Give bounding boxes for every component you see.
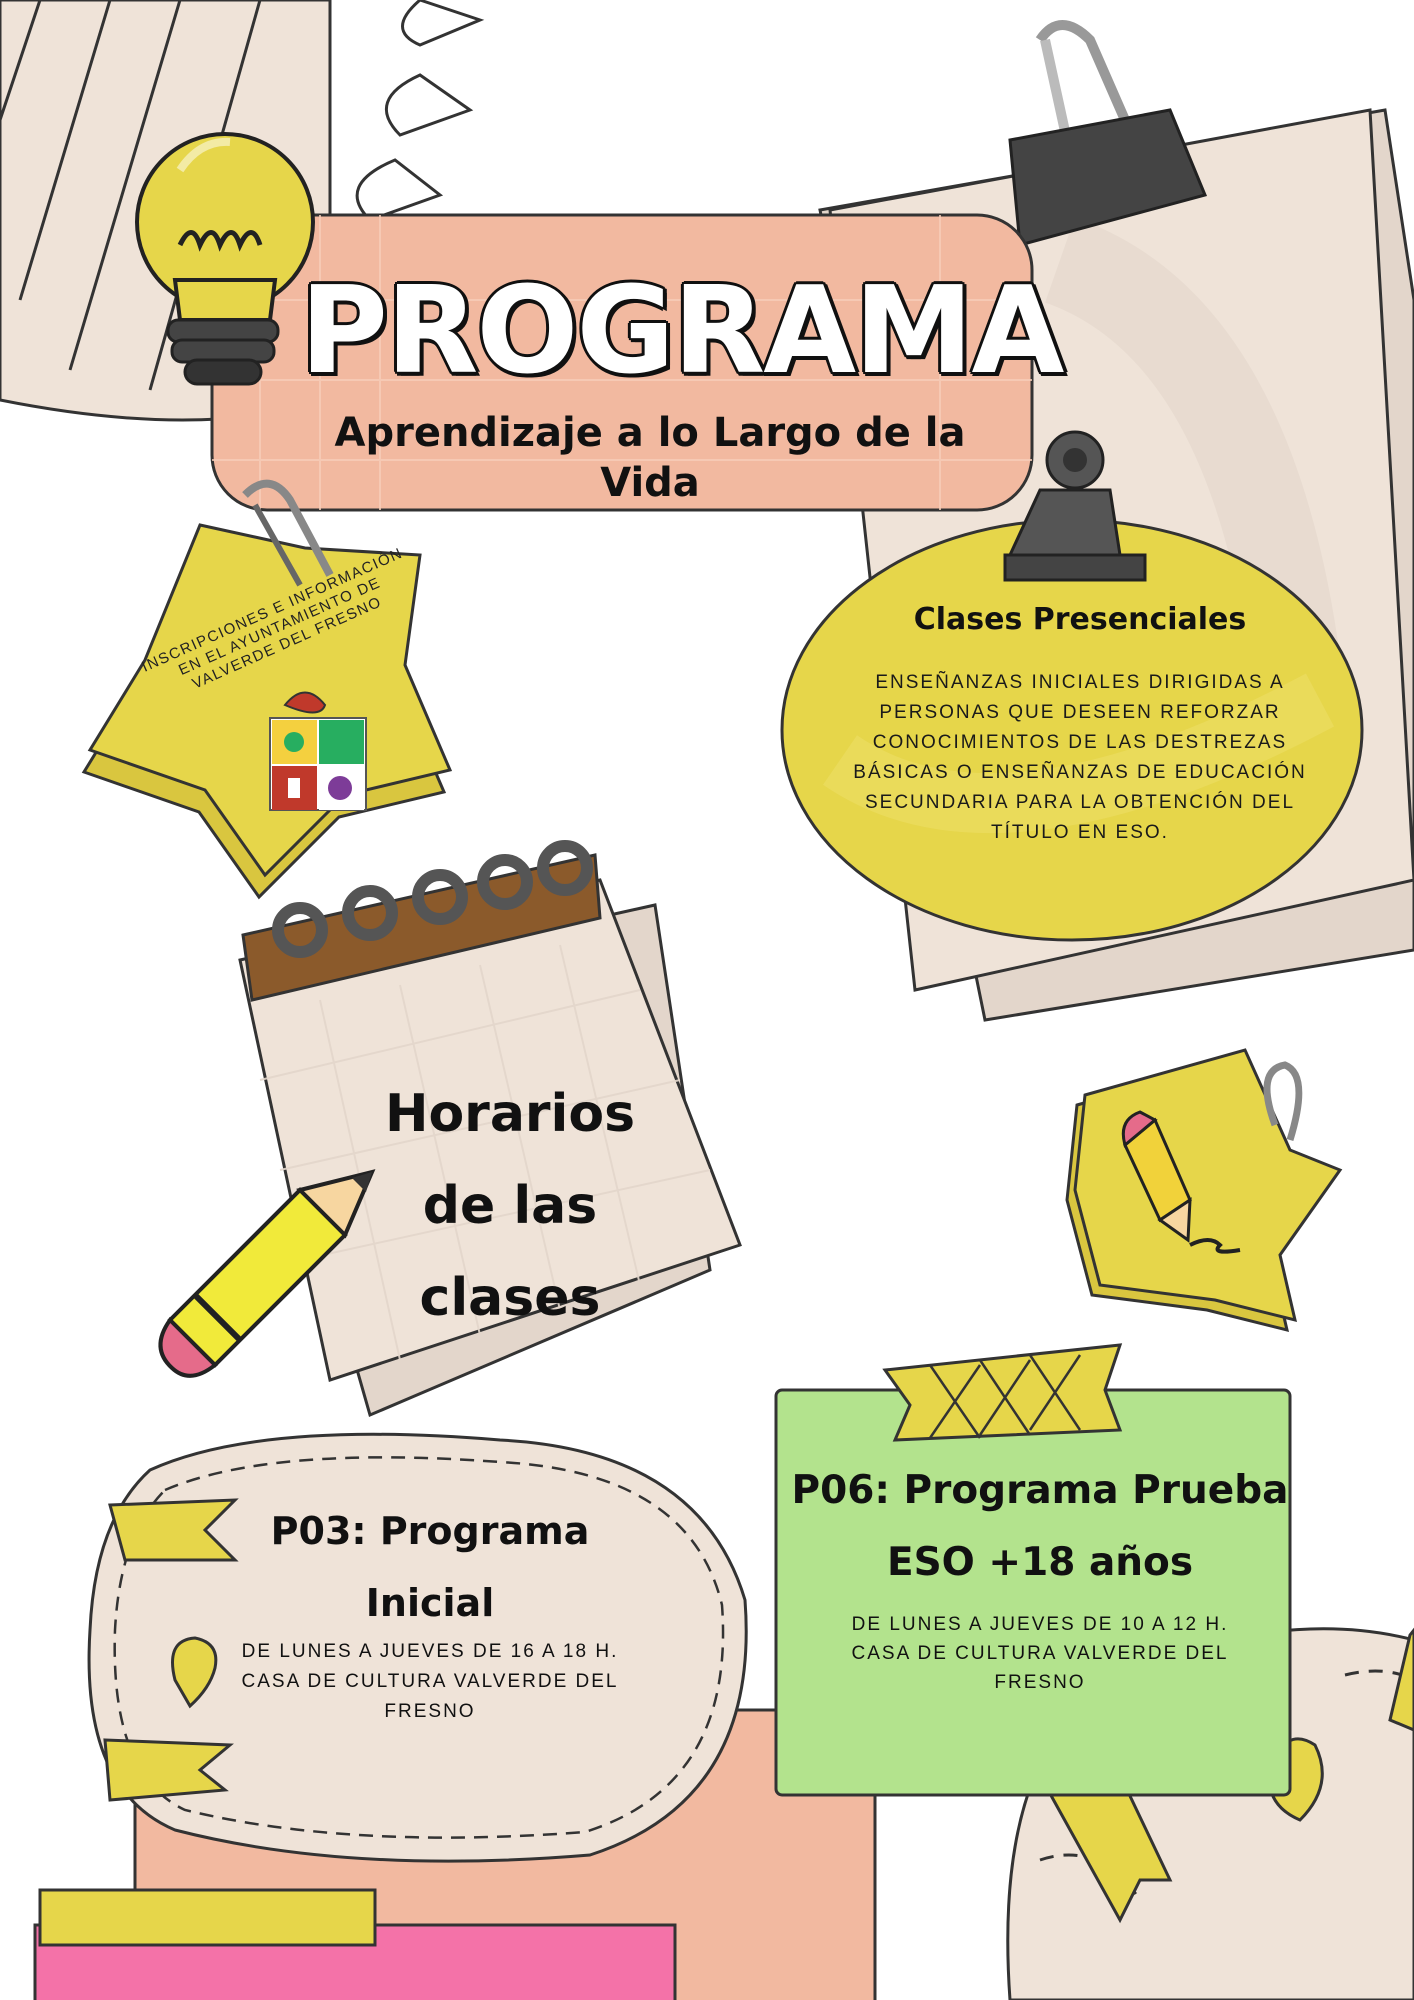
inscripciones-note: INSCRIPCIONES E INFORMACIÓN EN EL AYUNTAMIENTO DE VALVERDE DEL FRESNO [139, 544, 406, 693]
horarios-title: Horarios de las clases [384, 1084, 636, 1328]
p03-title: P03: Programa Inicial [270, 1509, 590, 1625]
p06-schedule: DE LUNES A JUEVES DE 10 A 12 H. [851, 1614, 1229, 1635]
p03-place: CASA DE CULTURA VALVERDE DEL FRESNO [241, 1671, 619, 1722]
p03-schedule: DE LUNES A JUEVES DE 16 A 18 H. [241, 1641, 619, 1662]
p06-title: P06: Programa Prueba ESO +18 años [791, 1468, 1289, 1585]
p03-details [220, 1637, 640, 1727]
page-subtitle: Aprendizaje a lo Largo de la Vida [334, 410, 966, 506]
washi-tape [885, 1345, 1120, 1440]
clases-presenciales-description: ENSEÑANZAS INICIALES DIRIGIDAS A PERSONAS QUE DESEEN REFORZAR CONOCIMIENTOS DE LAS DESTREZAS BÁSICAS O ENSEÑANZAS DE EDUCACIÓN SECUNDARIA PARA LA OBTENCIÓN DEL TÍTULO EN ESO. [853, 672, 1307, 843]
p06-place: CASA DE CULTURA VALVERDE DEL FRESNO [851, 1643, 1229, 1693]
page-title: PROGRAMA [300, 262, 1063, 401]
yellow-star-note-right [1067, 1050, 1340, 1330]
p06-details [810, 1610, 1270, 1697]
clases-presenciales-title: Clases Presenciales [913, 602, 1247, 637]
spiral-loops [357, 0, 480, 220]
